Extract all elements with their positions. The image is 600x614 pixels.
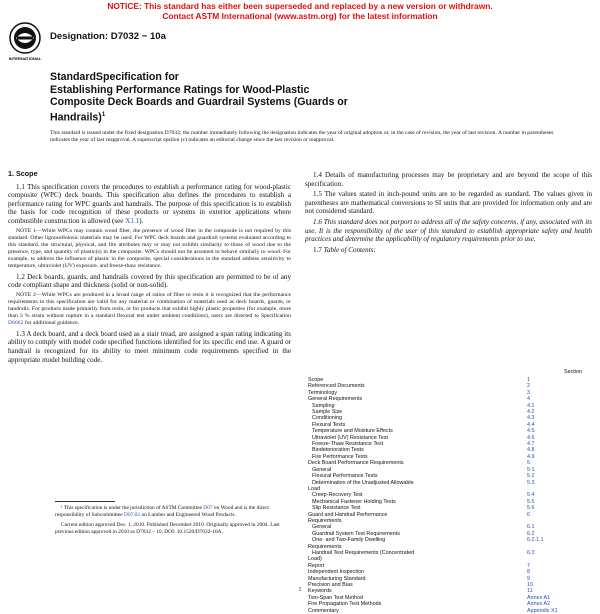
toc-section-link[interactable]: 4.5	[527, 428, 535, 435]
footnote-1: ¹ This specification is under the jurisdiction of ASTM Committee D07 on Wood and is the direct responsibility of Subcommittee D07.02 on Lumber and Engineered Wood Products.	[55, 505, 269, 518]
toc-label: Fire Propagation Test Methods	[308, 601, 382, 608]
toc-section-link[interactable]: Annex A2	[527, 601, 551, 608]
toc-section-link[interactable]: 9	[527, 575, 530, 582]
toc-label: Precision and Bias	[308, 582, 353, 588]
table-of-contents	[308, 369, 590, 614]
footnote-divider	[55, 501, 115, 502]
designation: Designation: D7032 − 10a	[50, 31, 166, 42]
toc-section-link[interactable]: 5.1	[527, 466, 535, 473]
toc-label: Determination of the Unadjusted Allowable	[312, 479, 414, 486]
toc-label: Slip Resistance Test	[312, 505, 361, 512]
link-d07[interactable]: D07	[203, 505, 213, 511]
title-line-4: Handrails)$^1$	[50, 111, 106, 124]
toc-section-link[interactable]: 6	[527, 511, 530, 518]
paragraph-1-5: 1.5 The values stated in inch-pound units are to be regarded as standard. The values given in parentheses are mathematical conversions to SI units that are provided for information only and are not considered standard.	[305, 190, 592, 216]
toc-section-link[interactable]: 5	[527, 460, 530, 467]
toc-section-link[interactable]: 3	[527, 389, 530, 396]
title-footnote-marker: 1	[101, 111, 106, 118]
toc-section-link[interactable]: 4.4	[527, 421, 535, 428]
toc-label: Terminology	[308, 389, 338, 396]
toc-section-link[interactable]: 4.9	[527, 453, 535, 460]
astm-logo-icon	[8, 22, 42, 62]
page-number: 1	[298, 587, 302, 593]
toc-label: Manufacturing Standard	[308, 575, 366, 582]
toc-section-link[interactable]: 7	[527, 562, 530, 569]
toc-label: Freeze-Thaw Resistance Test	[312, 441, 384, 448]
toc-label: Mechanical Fastener Holding Tests	[312, 498, 396, 505]
notice-line-2: Contact ASTM International (www.astm.org) for the latest information	[162, 11, 438, 21]
toc-label: General Requirements	[308, 396, 363, 403]
toc-label: Requirements	[308, 517, 342, 524]
toc-section-link[interactable]: 4.1	[527, 402, 535, 409]
toc-section-link[interactable]: 2	[527, 383, 530, 390]
toc-label: Flexural Performance Tests	[312, 473, 378, 480]
toc-section-link[interactable]: Annex A1	[527, 594, 551, 601]
svg-text:INTERNATIONAL: INTERNATIONAL	[8, 56, 42, 61]
toc-label: Two-Span Test Method	[308, 594, 364, 601]
toc-section-link[interactable]: 4.3	[527, 415, 535, 422]
toc-label: General	[312, 524, 332, 531]
toc-label: Scope	[308, 377, 324, 383]
link-x1-1[interactable]: X1.1	[125, 216, 140, 225]
toc-label: Fire Performance Tests	[312, 453, 368, 460]
toc-label: Load	[308, 485, 320, 492]
paragraph-1-2: 1.2 Deck boards, guards, and handrails covered by this specification are permitted to be of any code compliant shape and thickness (solid or non-solid).	[8, 272, 291, 290]
toc-label: Temperature and Moisture Effects	[312, 428, 393, 435]
toc-section-link[interactable]: 6.1	[527, 524, 535, 531]
toc-label: Sampling	[312, 402, 335, 409]
footnotes	[55, 505, 290, 539]
paragraph-1-7: 1.7 Table of Contents:	[313, 245, 376, 254]
toc-section-link[interactable]: 5.5	[527, 498, 535, 505]
toc-label: Biodeterioration Tests	[312, 447, 364, 454]
toc-section-link[interactable]: 6.2	[527, 530, 535, 537]
issuance-statement: This standard is issued under the fixed designation D7032; the number immediately following the designation indicates the year of original adoption or, in the case of revision, the year of last revision. A number in parentheses indicates the year of last reapproval. A superscript epsilon (ε) indicates an editorial change since the last revision or reapproval.	[50, 130, 554, 144]
toc-section-link[interactable]: 4.6	[527, 434, 535, 441]
toc-label: Sample Size	[312, 409, 343, 416]
toc-section-header: Section	[564, 369, 582, 375]
withdrawal-notice	[0, 1, 600, 21]
toc-label: Conditioning	[312, 415, 342, 422]
toc-label: Keywords	[308, 588, 332, 595]
toc-section-link[interactable]: 5.6	[527, 505, 535, 512]
toc-section-link[interactable]: 4.2	[527, 409, 535, 416]
toc-label: Guardrail System Test Requirements	[312, 530, 400, 537]
toc-label: Ultraviolet (UV) Resistance Test	[312, 434, 388, 441]
toc-section-link[interactable]: 4.7	[527, 441, 535, 448]
toc-label: Flexural Tests	[312, 421, 346, 428]
paragraph-1-6: 1.6 This standard does not purport to address all of the safety concerns, if any, associated with its use. It is the responsibility of the user of this standard to establish appropriate safety and health practices and determine the applicability of regulatory requirements prior to use.	[305, 217, 592, 244]
toc-label: Requirements	[308, 543, 342, 550]
section-heading-scope: 1. Scope	[8, 169, 38, 178]
toc-section-link[interactable]: 6.3	[527, 549, 535, 556]
toc-section-link[interactable]: 8	[527, 569, 530, 576]
footnote-edition: Current edition approved Dec. 1, 2010. Published December 2010. Originally approved in 2004. Last previous edition approved in 2010 as D7032 – 10. DOI: 10.1520/D7032-10A.	[55, 522, 280, 535]
toc-label: Report	[308, 562, 325, 569]
toc-label: Creep-Recovery Test	[312, 492, 363, 499]
paragraph-1-4: 1.4 Details of manufacturing processes may be proprietary and are beyond the scope of this specification.	[305, 171, 592, 188]
toc-section-link[interactable]: 10	[527, 582, 533, 588]
right-column	[305, 171, 592, 256]
toc-label: Referenced Documents	[308, 383, 365, 390]
toc-section-link[interactable]: 4.8	[527, 447, 535, 454]
toc-label: One- and Two-Family Dwelling	[312, 537, 386, 544]
toc-section-link[interactable]: 11	[527, 588, 533, 595]
title-line-1: StandardSpecification for	[50, 71, 179, 83]
link-d07-02[interactable]: D07.02	[124, 512, 141, 518]
toc-label: Deck Board Performance Requirements	[308, 460, 404, 467]
toc-label: General	[312, 466, 332, 473]
toc-label: Independent Inspection	[308, 569, 365, 576]
toc-label: Commentary	[308, 607, 339, 614]
toc-row	[308, 608, 590, 614]
link-d6662[interactable]: D6662	[8, 319, 24, 326]
toc-section-link[interactable]: 1	[527, 377, 530, 383]
title-line-3: Composite Deck Boards and Guardrail Systems (Guards or	[50, 96, 348, 108]
toc-section-link[interactable]: 4	[527, 396, 530, 403]
toc-section-link[interactable]: 6.2.1.1	[527, 537, 544, 544]
left-column	[8, 170, 291, 366]
paragraph-1-1: 1.1 This specification covers the procedures to establish a performance rating for wood-plastic composite (WPC) deck boards. This specification also defines the procedures to establish a performance rating for WPC guards and handrails. The purpose of this specification is to establish the basis for code recognition of these products or systems in exterior applications where combustible construction is allowed (see X1.1).	[8, 182, 291, 225]
toc-section-link[interactable]: 5.4	[527, 492, 535, 499]
toc-label: Handrail Test Requirements (Concentrated	[312, 549, 415, 556]
toc-section-link[interactable]: 5.2	[527, 473, 535, 480]
note-1: NOTE 1—While WPCs may contain wood fiber, the presence of wood fiber in the composite is not required by this standard. Other lignocellulosic materials may be used. For WPC deck boards and guardrail systems evaluated according to this standard, the structural, physical, and fire attributes may or may not exhibit similarity to those of wood due to the presence, type, and quantity of plastic(s) in the composite. WPCs should not be assumed to behave similarly to wood. For example, to address the influence of plastic in the composite, special considerations in the standard address sensitivity to temperature, ultraviolet (UV) exposure, and freeze-thaw resistance.	[8, 227, 291, 269]
document-title	[50, 71, 380, 124]
toc-label: Guard and Handrail Performance	[308, 511, 388, 518]
note-2: NOTE 2—While WPCs are produced in a broad range of ratios of fiber to resin it is recognized that the performance requirements in this specification are valid for any material or combination of materials used as deck boards, guards, or handrails. For products made primarily from resin, or for products that exhibit highly plastic properties (for example, more than 3 % strain without rupture in a standard flexural test under ambient conditions), users are directed to Specification D6662 for additional guidance.	[8, 291, 291, 326]
title-line-2: Establishing Performance Ratings for Wood-Plastic	[50, 83, 310, 96]
toc-section-link[interactable]: Appendix X1	[527, 607, 558, 614]
toc-section-link[interactable]: 5.3	[527, 479, 535, 486]
toc-label: Load)	[308, 556, 322, 563]
paragraph-1-3: 1.3 A deck board, and a deck board used as a stair tread, are assigned a span rating indicating its ability to comply with model code specified functions identified for its specific end use. A guard or handrail is recognized for its ability to meet minimum code requirements specified in the appropriate model building code.	[8, 329, 291, 364]
notice-line-1: NOTICE: This standard has either been superseded and replaced by a new version or withdrawn.	[107, 1, 493, 11]
